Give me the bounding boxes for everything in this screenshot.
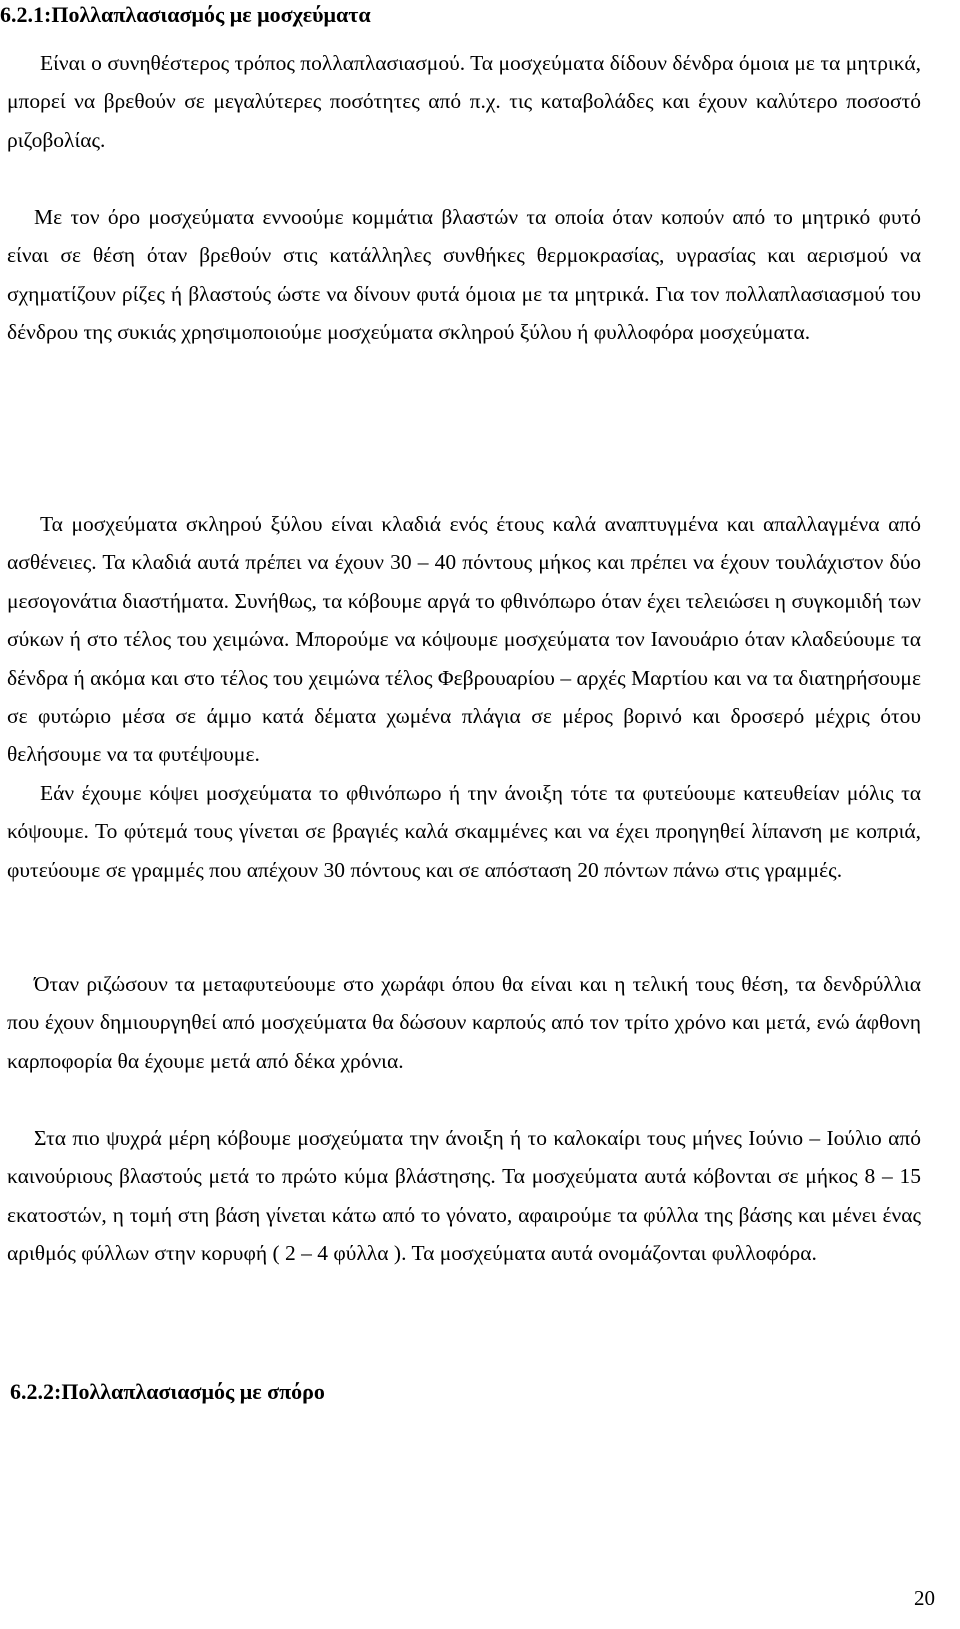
paragraph-planting: Εάν έχουμε κόψει μοσχεύματα το φθινόπωρο ή την άνοιξη τότε τα φυτεύουμε κατευθείαν μόλις τα κόψουμε. Το φύτεμά τους γίνεται σε βραγιές καλά σκαμμένες και να έχει προηγηθεί λίπανση με κοπριά, φυτεύουμε σε γραμμές που απέχουν 30 πόντους και σε απόσταση 20 πόντων πάνω στις γραμμές. <box>7 781 921 882</box>
paragraph-transplanting: Όταν ριζώσουν τα μεταφυτεύουμε στο χωράφι όπου θα είναι και η τελική τους θέση, τα δενδρύλλια που έχουν δημιουργηθεί από μοσχεύματα θα δώσουν καρπούς από τον τρίτο χρόνο και μετά, ενώ άφθονη καρποφορία θα έχουμε μετά από δέκα χρόνια. <box>7 972 921 1073</box>
page-number: 20 <box>914 1586 935 1610</box>
paragraph-leafy-cuttings: Στα πιο ψυχρά μέρη κόβουμε μοσχεύματα την άνοιξη ή το καλοκαίρι τους μήνες Ιούνιο – Ιούλιο από καινούριους βλαστούς μετά το πρώτο κύμα βλάστησης. Τα μοσχεύματα αυτά κόβονται σε μήκος 8 – 15 εκατοστών, η τομή στη βάση γίνεται κάτω από το γόνατο, αφαιρούμε τα φύλλα της βάσης και μένει ένας αριθμός φύλλων στην κορυφή ( 2 – 4 φύλλα ). Τα μοσχεύματα αυτά ονομάζονται φυλλοφόρα. <box>7 1126 921 1266</box>
section-heading: 6.2.1:Πολλαπλασιασμός με μοσχεύματα <box>0 2 371 27</box>
next-section-heading: 6.2.2:Πολλαπλασιασμός με σπόρο <box>10 1379 325 1404</box>
paragraph-intro: Είναι ο συνηθέστερος τρόπος πολλαπλασιασμού. Τα μοσχεύματα δίδουν δένδρα όμοια με τα μητρικά, μπορεί να βρεθούν σε μεγαλύτερες ποσότητες από π.χ. τις καταβολάδες και έχουν καλύτερο ποσοστό ριζοβολίας. <box>7 51 921 152</box>
paragraph-hardwood-cuttings: Τα μοσχεύματα σκληρού ξύλου είναι κλαδιά ενός έτους καλά αναπτυγμένα και απαλλαγμένα από ασθένειες. Τα κλαδιά αυτά πρέπει να έχουν 30 – 40 πόντους μήκος και πρέπει να έχουν τουλάχιστον δύο μεσογονάτια διαστήματα. Συνήθως, τα κόβουμε αργά το φθινόπωρο όταν έχει τελειώσει η συγκομιδή των σύκων ή στο τέλος του χειμώνα. Μπορούμε να κόψουμε μοσχεύματα τον Ιανουάριο όταν κλαδεύουμε τα δένδρα ή ακόμα και στο τέλος του χειμώνα τέλος Φεβρουαρίου – αρχές Μαρτίου και να τα διατηρήσουμε σε φυτώριο μέσα σε άμμο κατά δέματα χωμένα πλάγια σε μέρος βορινό και δροσερό μέχρις ότου θελήσουμε να τα φυτέψουμε. <box>7 512 921 767</box>
paragraph-definition: Με τον όρο μοσχεύματα εννοούμε κομμάτια βλαστών τα οποία όταν κοπούν από το μητρικό φυτό είναι σε θέση όταν βρεθούν στις κατάλληλες συνθήκες θερμοκρασίας, υγρασίας και αερισμού να σχηματίζουν ρίζες ή βλαστούς ώστε να δίνουν φυτά όμοια με τα μητρικά. Για τον πολλαπλασιασμού του δένδρου της συκιάς χρησιμοποιούμε μοσχεύματα σκληρού ξύλου ή φυλλοφόρα μοσχεύματα. <box>7 205 921 345</box>
